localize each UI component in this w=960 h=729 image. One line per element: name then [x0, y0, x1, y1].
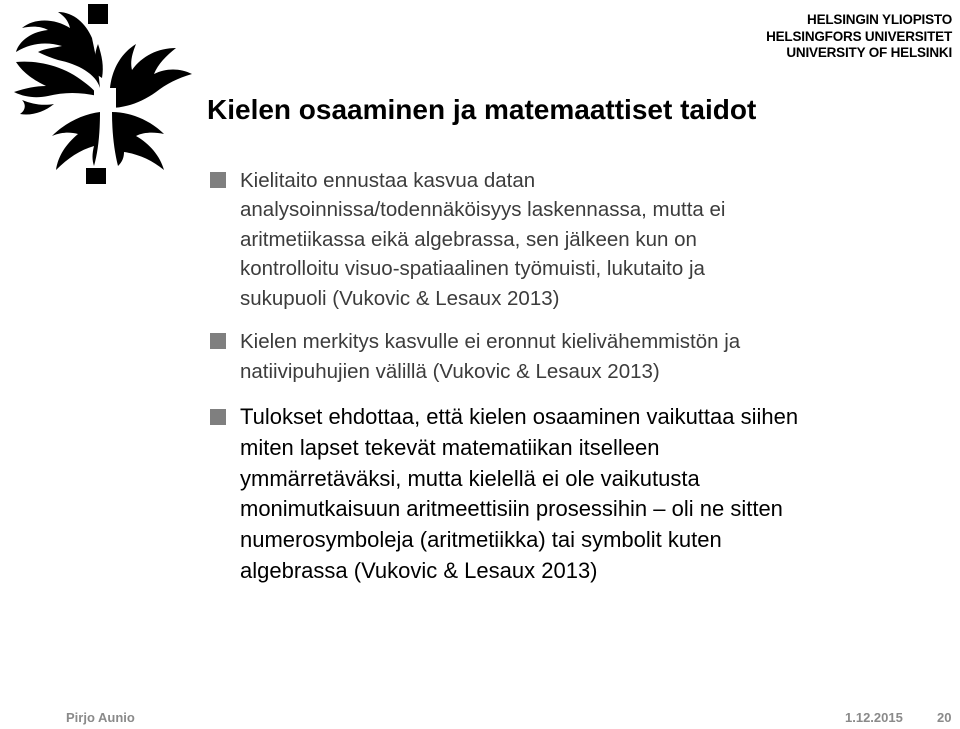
footer-page-number: 20	[937, 710, 952, 725]
footer-author: Pirjo Aunio	[66, 710, 135, 725]
bullet-line: algebrassa (Vukovic & Lesaux 2013)	[240, 558, 598, 584]
bullet-line: Kielitaito ennustaa kasvua datan	[240, 169, 536, 192]
slide-title: Kielen osaaminen ja matemaattiset taidot	[207, 94, 757, 125]
university-name-sv: HELSINGFORS UNIVERSITET	[766, 28, 952, 44]
bullet-line: ymmärretäväksi, mutta kielellä ei ole vaikutusta	[240, 465, 700, 491]
university-name-block	[766, 12, 952, 62]
bullet-item	[210, 327, 945, 387]
bullet-line: miten lapset tekevät matematiikan itselleen	[240, 434, 660, 460]
bullet-line: analysoinnissa/todennäköisyys laskennassa, mutta ei	[240, 198, 726, 222]
flame-torch-logo-icon	[8, 4, 198, 184]
bullet-line: aritmetiikassa eikä algebrassa, sen jälkeen kun on	[240, 227, 697, 251]
bullet-square-icon	[210, 333, 226, 349]
bullet-square-icon	[210, 409, 226, 425]
bullet-square-icon	[210, 172, 226, 188]
university-logo-icon	[8, 4, 198, 184]
university-name-en: UNIVERSITY OF HELSINKI	[786, 45, 952, 60]
bullet-list	[210, 166, 945, 587]
university-name-fi: HELSINGIN YLIOPISTO	[807, 12, 952, 27]
bullet-item	[210, 402, 945, 587]
footer-date: 1.12.2015	[845, 710, 903, 725]
bullet-line: Kielen merkitys kasvulle ei eronnut kielivähemmistön ja	[240, 330, 741, 354]
bullet-line: monimutkaisuun aritmeettisiin prosessihin – oli ne sitten	[240, 496, 783, 522]
bullet-line: Tulokset ehdottaa, että kielen osaaminen vaikuttaa siihen	[240, 404, 799, 430]
bullet-line: sukupuoli (Vukovic & Lesaux 2013)	[240, 286, 560, 310]
bullet-item	[210, 166, 945, 313]
bullet-line: natiivipuhujien välillä (Vukovic & Lesaux 2013)	[240, 360, 660, 384]
bullet-line: kontrolloitu visuo-spatiaalinen työmuisti, lukutaito ja	[240, 257, 705, 281]
bullet-line: numerosymboleja (aritmetiikka) tai symbolit kuten	[240, 527, 722, 553]
